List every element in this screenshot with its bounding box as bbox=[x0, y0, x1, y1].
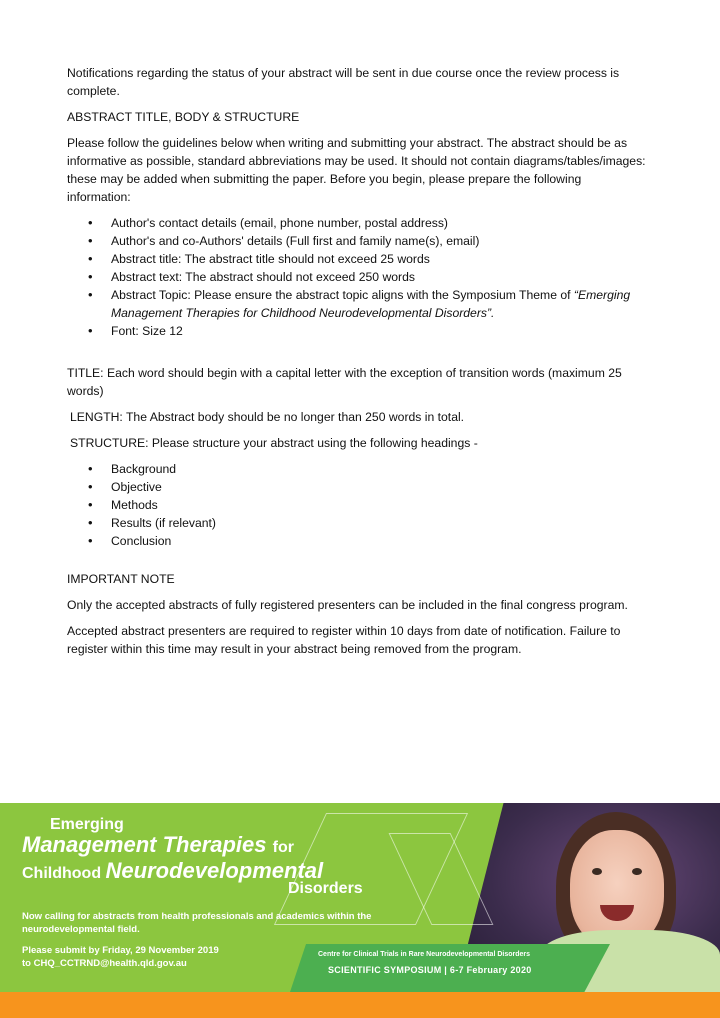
list-item: • Background bbox=[111, 460, 647, 478]
important-note-2: Accepted abstract presenters are required to register within 10 days from date of notification. Failure to register within this time may result in your abstract being removed from the program. bbox=[67, 624, 621, 656]
submit-email: to CHQ_CCTRND@health.qld.gov.au bbox=[22, 958, 187, 969]
list-item: • Results (if relevant) bbox=[111, 514, 647, 532]
list-item: • Font: Size 12 bbox=[111, 322, 647, 340]
list-item: • Author's and co-Authors' details (Full first and family name(s), email) bbox=[111, 232, 647, 250]
banner-stripe bbox=[0, 992, 720, 1018]
symposium-dates: SCIENTIFIC SYMPOSIUM | 6-7 February 2020 bbox=[328, 965, 532, 975]
topic-prefix: Abstract Topic: Please ensure the abstract topic aligns with the Symposium Theme of bbox=[111, 288, 574, 302]
list-item: • Objective bbox=[111, 478, 647, 496]
banner-title-line4: Disorders bbox=[288, 880, 363, 897]
banner-calling-text: Now calling for abstracts from health professionals and academics within the neurodevelopmental field. bbox=[22, 911, 372, 935]
banner-title-for: for bbox=[272, 839, 294, 856]
notification-text: Notifications regarding the status of your abstract will be sent in due course once the review process is complete. bbox=[67, 66, 620, 98]
list-item: • Abstract title: The abstract title should not exceed 25 words bbox=[111, 250, 647, 268]
title-rule: TITLE: Each word should begin with a capital letter with the exception of transition words (maximum 25 words) bbox=[67, 366, 622, 398]
banner-submit-text bbox=[22, 944, 219, 970]
photo-eye bbox=[592, 868, 602, 875]
list-item: • Author's contact details (email, phone number, postal address) bbox=[111, 214, 647, 232]
banner-title-childhood: Childhood bbox=[22, 865, 102, 882]
important-heading: IMPORTANT NOTE bbox=[67, 572, 175, 586]
banner-title-main: Management Therapies bbox=[22, 832, 267, 857]
important-note-1: Only the accepted abstracts of fully registered presenters can be included in the final congress program. bbox=[67, 598, 628, 612]
submit-date: Please submit by Friday, 29 November 2019 bbox=[22, 945, 219, 956]
list-item: • Methods bbox=[111, 496, 647, 514]
section-heading: ABSTRACT TITLE, BODY & STRUCTURE bbox=[67, 110, 300, 124]
info-list bbox=[67, 214, 647, 340]
length-rule: LENGTH: The Abstract body should be no longer than 250 words in total. bbox=[70, 410, 465, 424]
banner-title-line2 bbox=[22, 832, 294, 858]
banner-title-neuro: Neurodevelopmental bbox=[105, 858, 324, 883]
centre-name: Centre for Clinical Trials in Rare Neurodevelopmental Disorders bbox=[318, 951, 531, 958]
document-body bbox=[67, 64, 647, 666]
structure-rule: STRUCTURE: Please structure your abstract using the following headings - bbox=[70, 436, 478, 450]
banner-title-line1: Emerging bbox=[50, 816, 124, 833]
list-item: • Abstract text: The abstract should not exceed 250 words bbox=[111, 268, 647, 286]
guidelines-text: Please follow the guidelines below when writing and submitting your abstract. The abstract should be as informative as possible, standard abbreviations may be used. It should not contain diagrams/tables/images: these may be added when submitting the paper. Before you begin, please prepare the following information: bbox=[67, 136, 646, 204]
headings-list bbox=[67, 460, 647, 550]
list-item-topic bbox=[111, 286, 647, 322]
banner-title-line3 bbox=[22, 858, 323, 884]
topic-theme: “Emerging Management Therapies for Childhood Neurodevelopmental Disorders”. bbox=[111, 288, 631, 320]
list-item: • Conclusion bbox=[111, 532, 647, 550]
photo-eye bbox=[632, 868, 642, 875]
